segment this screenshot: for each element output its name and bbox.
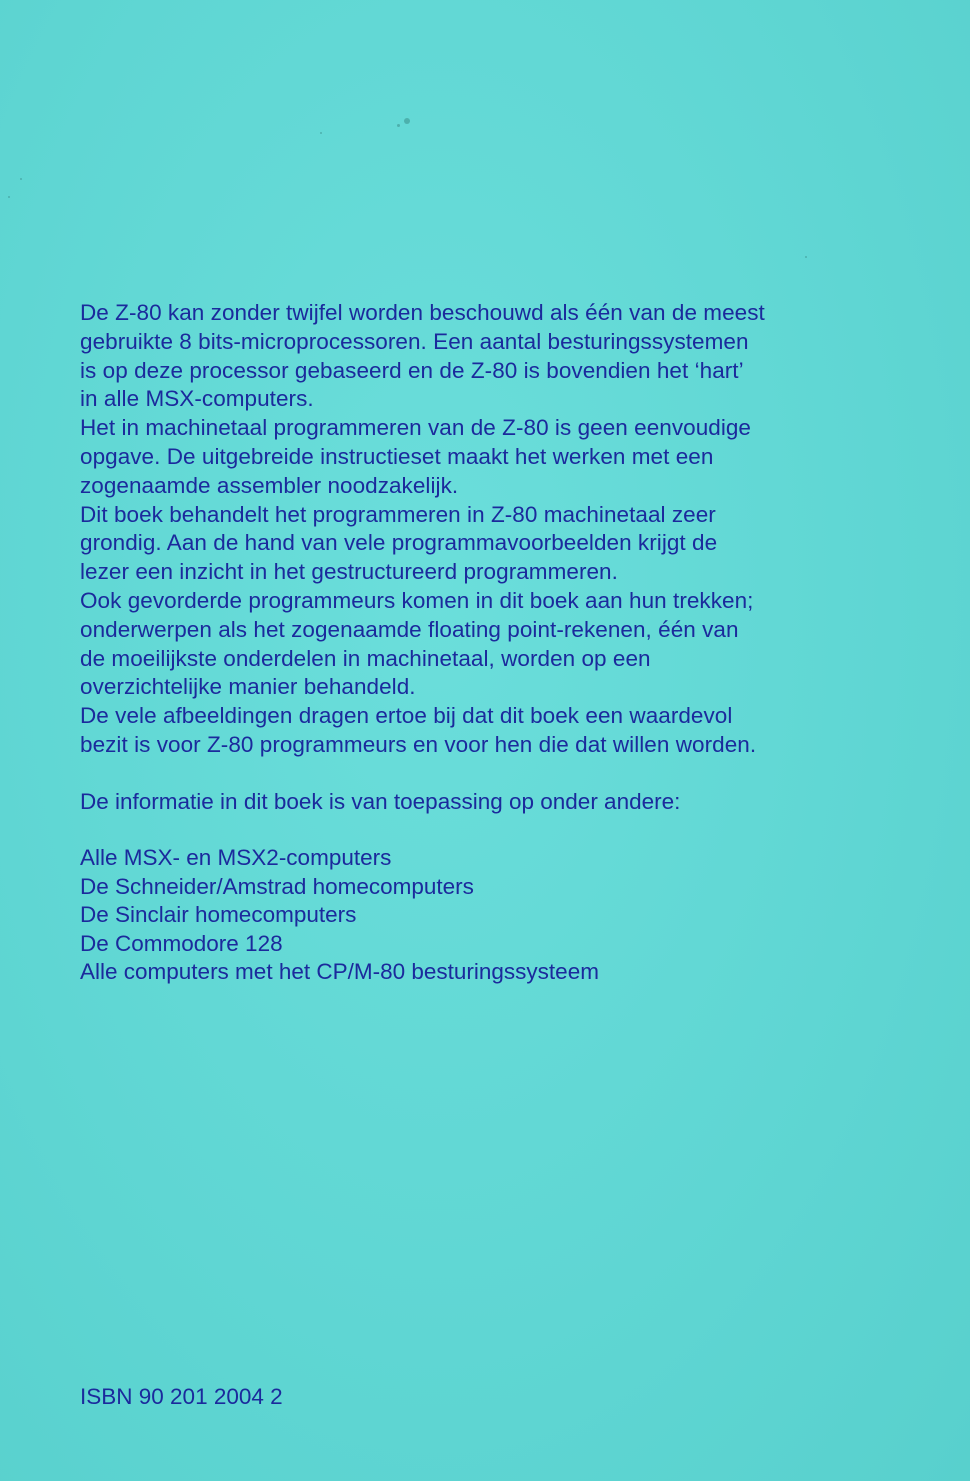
description-line: onderwerpen als het zogenaamde floating point-rekenen, één van <box>80 616 739 642</box>
description-line: is op deze processor gebaseerd en de Z-80 is bovendien het ‘hart’ <box>80 357 744 383</box>
dust-speck <box>8 196 10 198</box>
dust-speck <box>20 178 22 180</box>
dust-speck <box>320 132 322 134</box>
platform-item: Alle MSX- en MSX2-computers <box>80 845 392 870</box>
platform-item: De Sinclair homecomputers <box>80 902 357 927</box>
book-description <box>80 299 840 760</box>
dust-speck <box>397 124 400 127</box>
platform-list <box>80 844 599 987</box>
description-line: in alle MSX-computers. <box>80 386 314 412</box>
description-line: De vele afbeeldingen dragen ertoe bij dat dit boek een waardevol <box>80 703 733 729</box>
description-line: De Z-80 kan zonder twijfel worden beschouwd als één van de meest <box>80 300 765 325</box>
description-line: gebruikte 8 bits-microprocessoren. Een aantal besturingssystemen <box>80 328 749 354</box>
description-line: Ook gevorderde programmeurs komen in dit boek aan hun trekken; <box>80 587 754 613</box>
description-line: zogenaamde assembler noodzakelijk. <box>80 472 459 498</box>
description-line: Het in machinetaal programmeren van de Z-80 is geen eenvoudige <box>80 415 751 441</box>
description-line: Dit boek behandelt het programmeren in Z-80 machinetaal zeer <box>80 501 716 527</box>
platform-item: Alle computers met het CP/M-80 besturingssysteem <box>80 959 599 984</box>
platform-item: De Commodore 128 <box>80 930 283 956</box>
applicability-intro: De informatie in dit boek is van toepassing op onder andere: <box>80 789 681 814</box>
dust-speck <box>805 256 807 258</box>
description-line: overzichtelijke manier behandeld. <box>80 674 416 700</box>
description-line: opgave. De uitgebreide instructieset maakt het werken met een <box>80 443 714 469</box>
platform-item: De Schneider/Amstrad homecomputers <box>80 873 474 899</box>
description-line: lezer een inzicht in het gestructureerd programmeren. <box>80 559 618 585</box>
isbn-number: ISBN 90 201 2004 2 <box>80 1384 283 1409</box>
description-line: bezit is voor Z-80 programmeurs en voor hen die dat willen worden. <box>80 731 757 757</box>
dust-speck <box>404 118 410 124</box>
description-line: grondig. Aan de hand van vele programmavoorbeelden krijgt de <box>80 530 718 556</box>
description-line: de moeilijkste onderdelen in machinetaal, worden op een <box>80 645 651 671</box>
